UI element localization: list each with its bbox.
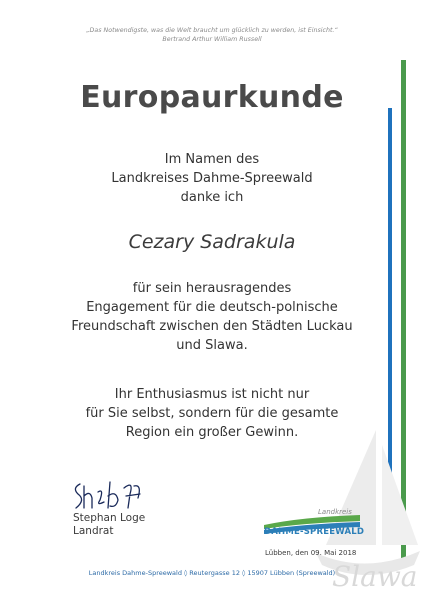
closing-line: Ihr Enthusiasmus ist nicht nur [114,387,310,402]
reason-line: Engagement für die deutsch-polnische [86,300,338,315]
logo-text-small: Landkreis [318,508,352,516]
signer-block [73,512,145,538]
intro-line: Im Namen des [164,152,260,167]
watermark-text: Slawa [332,560,418,593]
quote-text: „Das Notwendigste, was die Welt braucht um glücklich zu werden, ist Einsicht.“ [86,27,338,34]
quote [0,26,424,44]
reason-line: und Slawa. [176,338,248,353]
handwritten-signature [70,478,150,512]
closing-line: Region ein großer Gewinn. [125,425,299,440]
reason-line: für sein herausragendes [132,281,292,296]
place-date: Lübben, den 09. Mai 2018 [265,549,357,557]
intro-line: Landkreises Dahme-Spreewald [111,171,313,186]
footer-address: Landkreis Dahme-Spreewald ◊ Reutergasse 12 ◊ 15907 Lübben (Spreewald) [88,569,336,577]
certificate-title: Europaurkunde [80,80,344,115]
signer-name: Stephan Loge [73,512,146,524]
reason-text [40,279,384,355]
reason-line: Freundschaft zwischen den Städten Luckau [71,319,353,334]
intro-line: danke ich [180,190,244,205]
quote-author: Bertrand Arthur William Russell [162,36,262,43]
signer-role: Landrat [73,525,114,537]
recipient-name: Cezary Sadrakula [128,231,296,253]
intro-text [40,150,384,207]
logo-text-main: DAHME-SPREEWALD [264,527,365,537]
closing-line: für Sie selbst, sondern für die gesamte [85,406,339,421]
